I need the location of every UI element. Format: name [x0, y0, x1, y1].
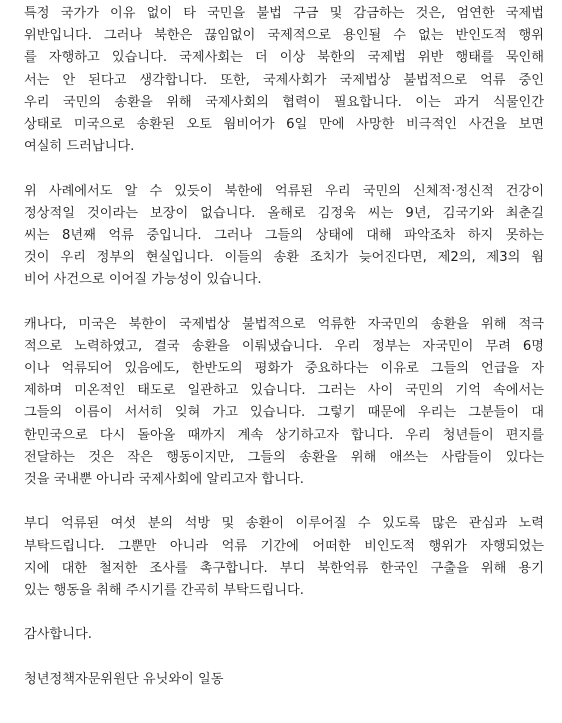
paragraph-request	[24, 513, 544, 602]
text-line: 감사합니다.	[24, 627, 92, 643]
text-line: 위 사례에서도 알 수 있듯이 북한에 억류된 우리 국민의 신체적·정신적 건강이	[24, 183, 544, 199]
text-line: 지에 대한 철저한 조사를 촉구합니다. 부디 북한억류 한국인 구출을 위해 용기	[24, 560, 544, 576]
text-line: 위반입니다. 그러나 북한은 끊임없이 국제적으로 용인될 수 없는 반인도적 행위	[24, 28, 544, 44]
text-line: 여실히 드러납니다.	[24, 139, 135, 155]
text-line: 청년정책자문위원단 유닛와이 일동	[24, 671, 224, 687]
text-line: 전달하는 것은 작은 행동이지만, 그들의 송환을 위해 애쓰는 사람들이 있다는	[24, 449, 544, 465]
text-line: 특정 국가가 이유 없이 타 국민을 불법 구금 및 감금하는 것은, 엄연한 국제법	[24, 6, 544, 21]
text-line: 한민국으로 다시 돌아올 때까지 계속 상기하고자 합니다. 우리 청년들이 편지를	[24, 427, 544, 443]
text-line: 적으로 노력하였고, 결국 송환을 이뤄냈습니다. 우리 정부는 자국민이 무려 6명	[24, 338, 544, 354]
text-line: 를 자행하고 있습니다. 국제사회는 더 이상 북한의 국제법 위반 행태를 묵인해	[24, 50, 544, 66]
text-line: 부탁드립니다. 그뿐만 아니라 억류 기간에 어떠한 비인도적 행위가 자행되었는	[24, 538, 544, 554]
text-line: 제하며 미온적인 태도로 일관하고 있습니다. 그러는 사이 국민의 기억 속에서는	[24, 383, 544, 399]
text-line: 서는 안 된다고 생각합니다. 또한, 국제사회가 국제법상 불법적으로 억류 중인	[24, 72, 544, 88]
paragraph-gap	[24, 491, 544, 513]
text-line: 비어 사건으로 이어질 가능성이 있습니다.	[24, 272, 262, 288]
text-line: 것을 국내뿐 아니라 국제사회에 알리고자 합니다.	[24, 471, 304, 487]
text-line: 씨는 8년째 억류 중입니다. 그러나 그들의 상태에 대해 파악조차 하지 못하는	[24, 227, 544, 243]
text-line: 있는 행동을 취해 주시기를 간곡히 부탁드립니다.	[24, 582, 304, 598]
paragraph-gap	[24, 158, 544, 180]
text-line: 정상적일 것이라는 보장이 없습니다. 올해로 김정욱 씨는 9년, 김국기와 최춘길	[24, 205, 544, 221]
text-line: 우리 국민의 송환을 위해 국제사회의 협력이 필요합니다. 이는 과거 식물인간	[24, 94, 544, 110]
text-line: 그들의 이름이 서서히 잊혀 가고 있습니다. 그렇기 때문에 우리는 그분들이 대	[24, 405, 544, 421]
paragraph-gap	[24, 646, 544, 668]
paragraph-gap	[24, 602, 544, 624]
text-line: 것이 우리 정부의 현실입니다. 이들의 송환 조치가 늦어진다면, 제2의, 제3의 웜	[24, 250, 544, 266]
paragraph-gap	[24, 291, 544, 313]
signature-line	[24, 669, 544, 691]
text-line: 이나 억류되어 있음에도, 한반도의 평화가 중요하다는 이유로 그들의 언급을 자	[24, 361, 544, 376]
text-line: 캐나다, 미국은 북한이 국제법상 불법적으로 억류한 자국민의 송환을 위해 적극	[24, 316, 544, 332]
text-line: 부디 억류된 여섯 분의 석방 및 송환이 이루어질 수 있도록 많은 관심과 노력	[24, 516, 544, 532]
closing-thanks	[24, 624, 544, 646]
paragraph-detainee-health	[24, 181, 544, 292]
text-line: 상태로 미국으로 송환된 오토 웜비어가 6일 만에 사망한 비극적인 사건을 보면	[24, 116, 544, 132]
paragraph-intl-law-violation	[24, 3, 544, 158]
paragraph-other-countries	[24, 314, 544, 492]
